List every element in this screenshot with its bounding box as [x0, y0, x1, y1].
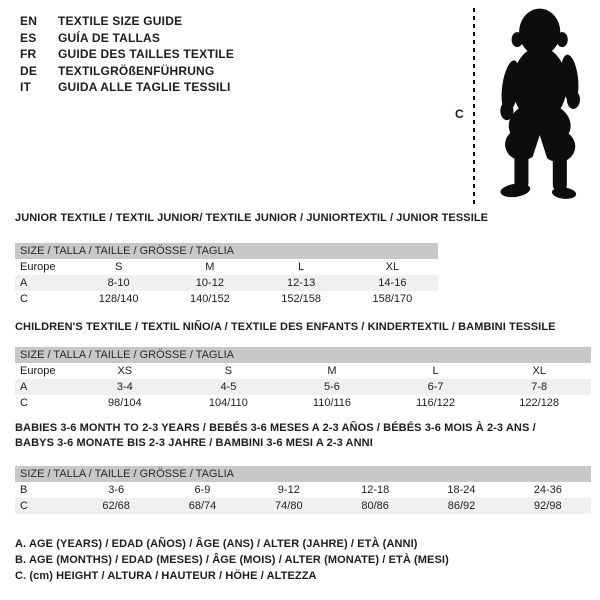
language-label: GUÍA DE TALLAS	[58, 30, 161, 45]
size-cell: 68/74	[188, 500, 217, 512]
language-label: GUIDE DES TAILLES TEXTILE	[58, 47, 235, 61]
size-cell: 18-24	[447, 484, 476, 496]
size-cell: 74/80	[275, 500, 303, 512]
babies-size-table	[15, 466, 591, 514]
babies-section-title-line2: BABYS 3-6 MONATE BIS 2-3 JAHRE / BAMBINI 3-6 MESI A 2-3 ANNI	[15, 437, 373, 449]
table-row-height	[15, 498, 591, 514]
language-row-es	[20, 30, 234, 47]
row-label: C	[20, 500, 28, 512]
size-cell: 152/158	[281, 293, 321, 305]
size-cell: XL	[385, 261, 400, 273]
table-row-height	[15, 291, 438, 307]
size-cell: 3-6	[108, 484, 125, 496]
children-size-table	[15, 347, 591, 411]
height-measure-label: C	[455, 107, 464, 121]
size-cell: 12-13	[287, 277, 316, 289]
size-cell: 6-9	[194, 484, 211, 496]
size-cell: 10-12	[195, 277, 224, 289]
size-cell: 5-6	[324, 381, 340, 393]
size-cell: 92/98	[534, 500, 562, 512]
table-row-europe	[15, 259, 438, 275]
size-cell: 4-5	[220, 381, 237, 393]
table-row-europe	[15, 363, 591, 379]
size-cell: XL	[532, 365, 546, 377]
size-cell: XS	[117, 365, 133, 377]
size-cell: 128/140	[98, 293, 139, 305]
table-row-age-months	[15, 482, 591, 498]
row-label: C	[20, 293, 28, 305]
language-code: IT	[20, 80, 32, 94]
size-cell: 158/170	[372, 293, 413, 305]
note-age-months: B. AGE (MONTHS) / EDAD (MESES) / ÂGE (MOIS) / ALTER (MONATE) / ETÀ (MESI)	[15, 554, 449, 566]
size-cell: 86/92	[447, 500, 476, 512]
language-row-fr	[20, 46, 234, 63]
size-cell: L	[432, 365, 439, 377]
language-title-list	[20, 13, 234, 96]
size-cell: M	[327, 365, 337, 377]
table-row-age	[15, 275, 438, 291]
row-label: A	[20, 381, 28, 393]
junior-section-title: JUNIOR TEXTILE / TEXTIL JUNIOR/ TEXTILE JUNIOR / JUNIORTEXTIL / JUNIOR TESSILE	[15, 212, 489, 224]
row-label: B	[20, 484, 28, 496]
language-label: TEXTILGRÖßENFÜHRUNG	[58, 63, 215, 78]
size-cell: 9-12	[277, 484, 300, 496]
size-cell: S	[114, 261, 123, 273]
size-cell: 98/104	[107, 397, 142, 409]
size-cell: 116/122	[416, 397, 456, 409]
language-row-en	[20, 13, 234, 30]
row-label: A	[20, 277, 28, 289]
table-header-size: SIZE / TALLA / TAILLE / GRÖSSE / TAGLIA	[15, 243, 438, 259]
size-cell: 80/86	[361, 500, 389, 512]
language-row-de	[20, 63, 234, 80]
language-label: GUIDA ALLE TAGLIE TESSILI	[58, 80, 231, 94]
size-cell: 7-8	[531, 381, 548, 393]
children-section-title: CHILDREN'S TEXTILE / TEXTIL NIÑO/A / TEXTILE DES ENFANTS / KINDERTEXTIL / BAMBINI TESSILE	[15, 321, 556, 333]
row-label: C	[20, 397, 28, 409]
table-header-size: SIZE / TALLA / TAILLE / GRÖSSE / TAGLIA	[15, 466, 591, 482]
size-cell: 6-7	[427, 381, 444, 393]
language-code: EN	[20, 14, 38, 28]
babies-section-title-line1: BABIES 3-6 MONTH TO 2-3 YEARS / BEBÉS 3-6 MESES A 2-3 AÑOS / BÉBÉS 3-6 MOIS À 2-3 ANS /	[15, 422, 536, 434]
size-cell: 104/110	[208, 397, 248, 409]
junior-size-table	[15, 243, 438, 307]
table-row-height	[15, 395, 591, 411]
size-cell: 12-18	[361, 484, 390, 496]
row-label: Europe	[20, 261, 56, 273]
size-cell: L	[298, 261, 305, 273]
size-cell: 8-10	[107, 277, 130, 289]
language-code: DE	[20, 63, 38, 78]
language-code: ES	[20, 30, 37, 45]
baby-silhouette-icon	[486, 4, 599, 210]
height-measure-dashed-line	[473, 8, 475, 206]
table-row-age	[15, 379, 591, 395]
size-cell: S	[224, 365, 233, 377]
language-row-it	[20, 79, 234, 96]
size-cell: 3-4	[116, 381, 133, 393]
size-cell: 140/152	[189, 293, 230, 305]
footnotes	[15, 536, 449, 584]
size-cell: M	[205, 261, 215, 273]
size-cell: 110/116	[312, 397, 352, 409]
size-cell: 14-16	[378, 277, 407, 289]
size-cell: 24-36	[533, 484, 562, 496]
row-label: Europe	[20, 365, 56, 377]
size-cell: 122/128	[519, 397, 560, 409]
babies-section-title	[15, 421, 580, 451]
size-cell: 62/68	[102, 500, 130, 512]
language-label: TEXTILE SIZE GUIDE	[58, 14, 183, 28]
note-height-cm: C. (cm) HEIGHT / ALTURA / HAUTEUR / HÖHE / ALTEZZA	[15, 570, 317, 582]
note-age-years: A. AGE (YEARS) / EDAD (AÑOS) / ÂGE (ANS) / ALTER (JAHRE) / ETÀ (ANNI)	[15, 538, 418, 550]
table-header-size: SIZE / TALLA / TAILLE / GRÖSSE / TAGLIA	[15, 347, 591, 363]
language-code: FR	[20, 47, 37, 61]
